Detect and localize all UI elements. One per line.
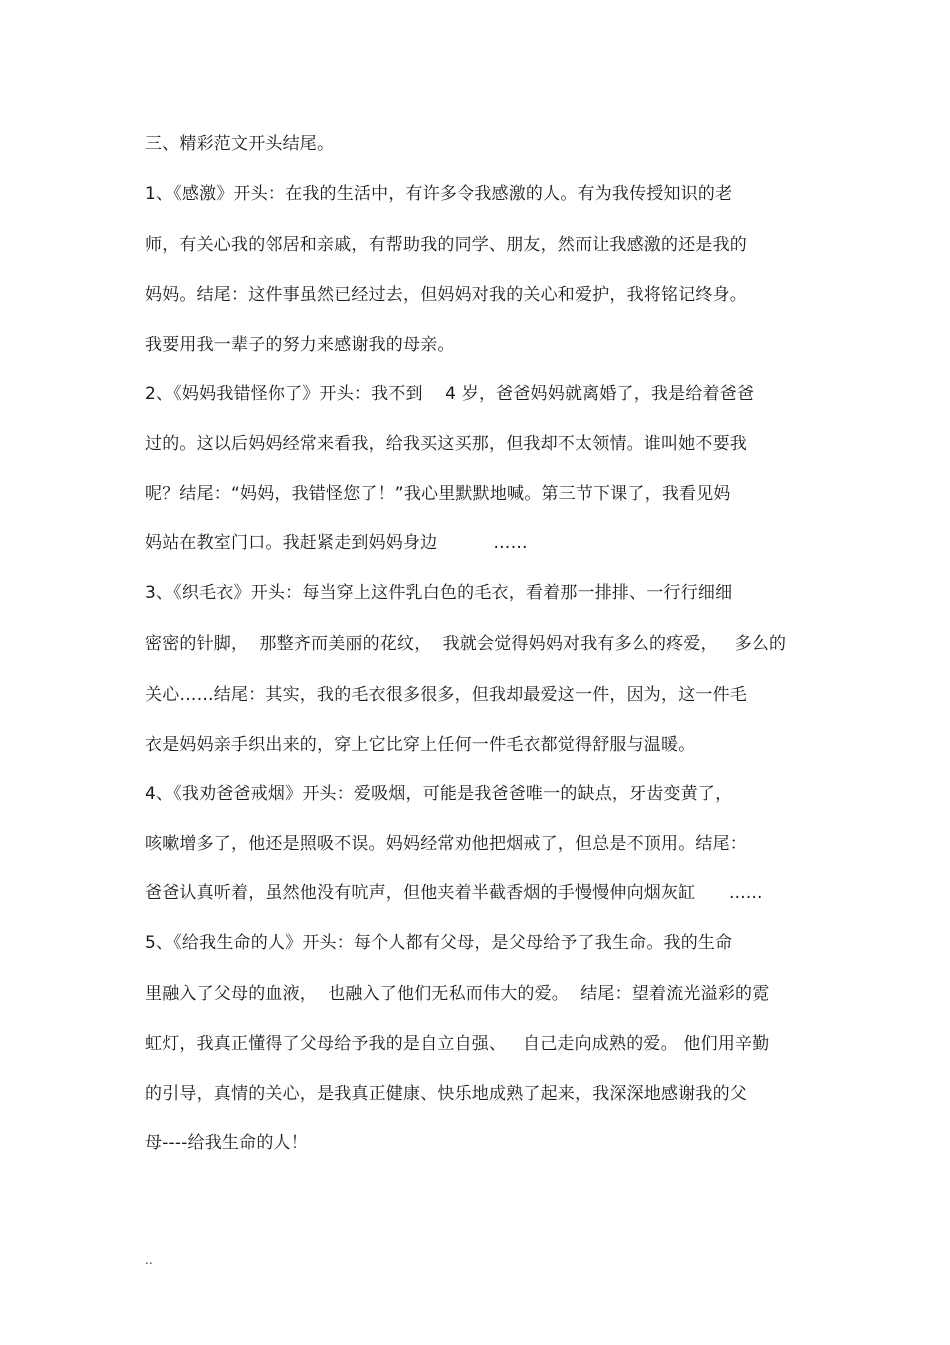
text-line: 4、《我劝爸爸戒烟》开头：爱吸烟，可能是我爸爸唯一的缺点，牙齿变黄了， xyxy=(145,784,733,804)
text-line: 呢？结尾：“妈妈，我错怪您了！”我心里默默地喊。第三节下课了，我看见妈 xyxy=(145,484,731,504)
text-line: 妈站在教室门口。我赶紧走到妈妈身边 …… xyxy=(145,533,528,553)
section-heading: 三、精彩范文开头结尾。 xyxy=(145,134,335,154)
text-line: 3、《织毛衣》开头：每当穿上这件乳白色的毛衣，看着那一排排、一行行细细 xyxy=(145,583,733,603)
text-line: 衣是妈妈亲手织出来的，穿上它比穿上任何一件毛衣都觉得舒服与温暖。 xyxy=(145,735,696,755)
text-line: 2、《妈妈我错怪你了》开头：我不到 4 岁，爸爸妈妈就离婚了，我是给着爸爸 xyxy=(145,384,755,404)
text-line: 师，有关心我的邻居和亲戚，有帮助我的同学、朋友，然而让我感激的还是我的 xyxy=(145,235,747,255)
text-line: 的引导，真情的关心，是我真正健康、快乐地成熟了起来，我深深地感谢我的父 xyxy=(145,1084,747,1104)
text-line: 咳嗽增多了，他还是照吸不误。妈妈经常劝他把烟戒了，但总是不顶用。结尾： xyxy=(145,834,747,854)
text-line: 里融入了父母的血液， 也融入了他们无私而伟大的爱。 结尾：望着流光溢彩的霓 xyxy=(145,984,770,1004)
text-line: 母----给我生命的人！ xyxy=(145,1133,308,1153)
text-line: 妈妈。结尾：这件事虽然已经过去，但妈妈对我的关心和爱护，我将铭记终身。 xyxy=(145,285,747,305)
text-line: 关心……结尾：其实，我的毛衣很多很多，但我却最爱这一件，因为，这一件毛 xyxy=(145,685,747,705)
page-footer-mark: .. xyxy=(145,1253,153,1267)
text-line: 1、《感激》开头：在我的生活中，有许多令我感激的人。有为我传授知识的老 xyxy=(145,184,733,204)
text-line: 虹灯，我真正懂得了父母给予我的是自立自强、 自己走向成熟的爱。 他们用辛勤 xyxy=(145,1034,770,1054)
text-line: 过的。这以后妈妈经常来看我，给我买这买那，但我却不太领情。谁叫她不要我 xyxy=(145,434,747,454)
text-line: 密密的针脚， 那整齐而美丽的花纹， 我就会觉得妈妈对我有多么的疼爱， 多么的 xyxy=(145,634,787,654)
text-line: 5、《给我生命的人》开头：每个人都有父母，是父母给予了我生命。我的生命 xyxy=(145,933,733,953)
text-line: 我要用我一辈子的努力来感谢我的母亲。 xyxy=(145,335,455,355)
text-line: 爸爸认真听着，虽然他没有吭声，但他夹着半截香烟的手慢慢伸向烟灰缸 ...... xyxy=(145,883,763,903)
